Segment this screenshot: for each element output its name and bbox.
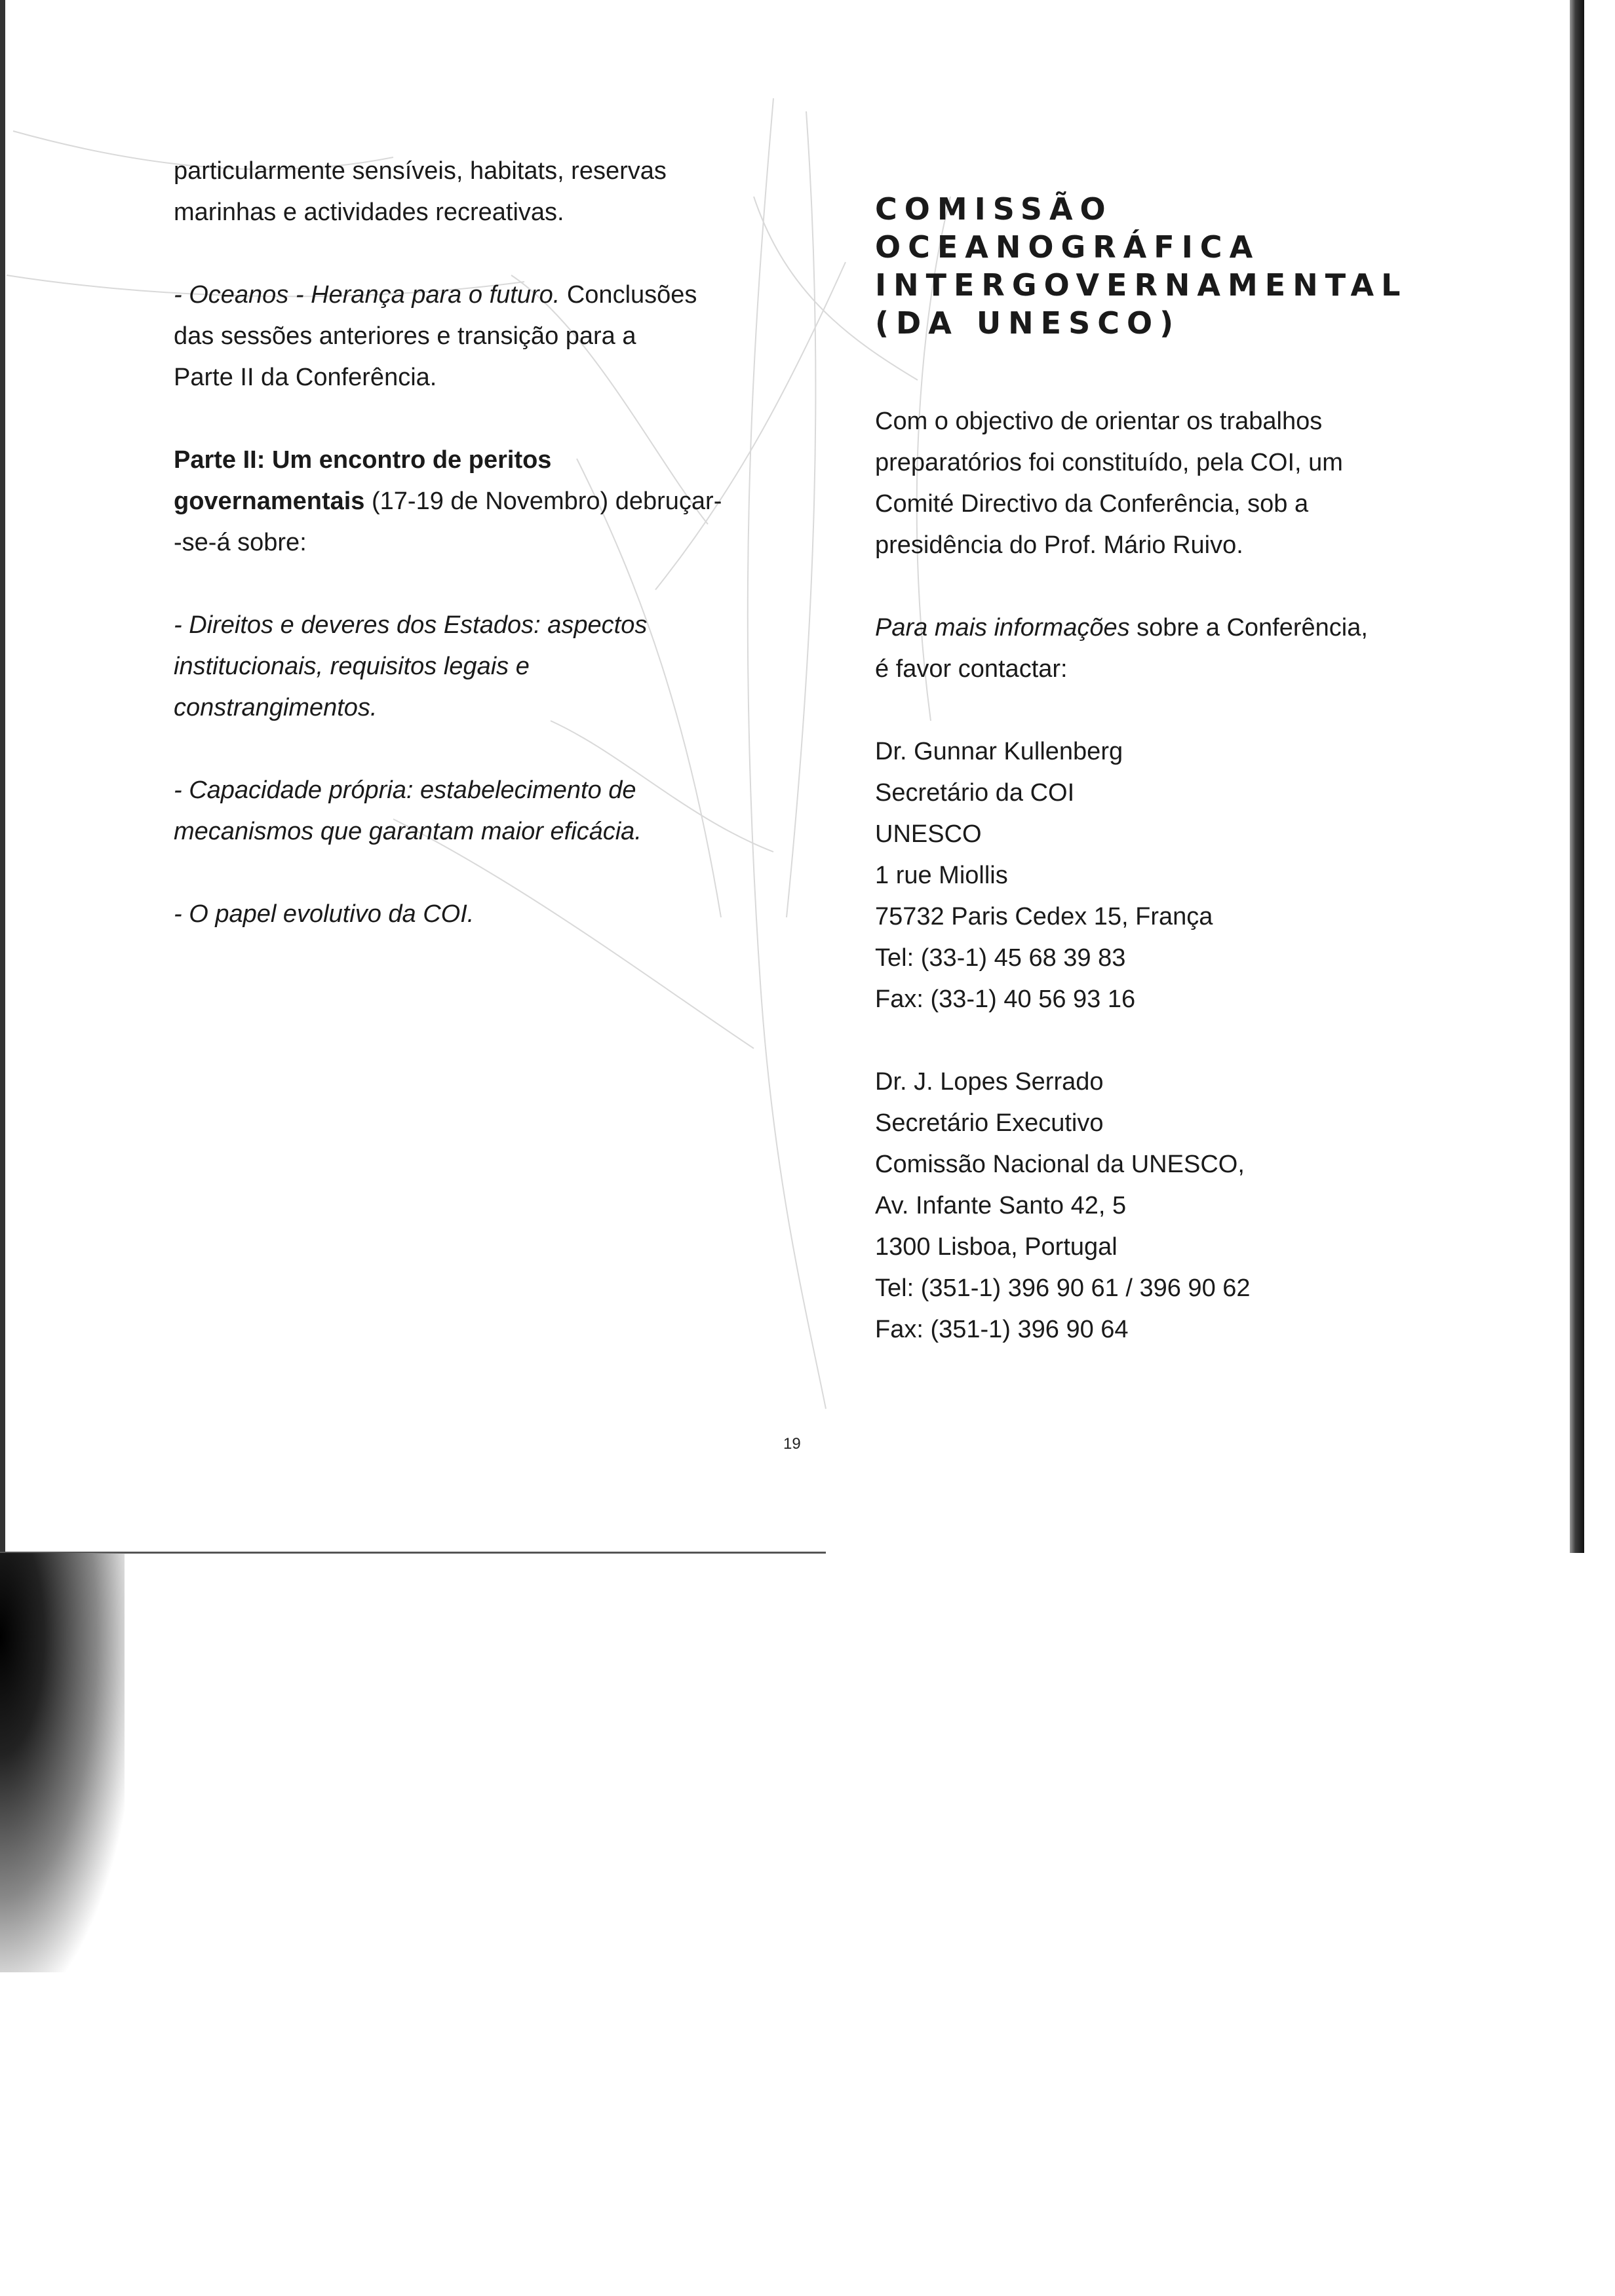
scan-edge-right bbox=[1570, 0, 1584, 1553]
text-line: Parte II da Conferência. bbox=[174, 364, 437, 391]
bold-phrase: governamentais bbox=[174, 488, 365, 515]
contact-org: Comissão Nacional da UNESCO, bbox=[875, 1151, 1245, 1178]
contact-city: 75732 Paris Cedex 15, França bbox=[875, 903, 1213, 930]
italic-phrase: Para mais informações bbox=[875, 614, 1130, 641]
italic-phrase: - Oceanos - Herança para o futuro. bbox=[174, 281, 560, 309]
scan-edge-left bbox=[0, 0, 5, 1553]
heading-line: COMISSÃO bbox=[875, 191, 1113, 227]
section-heading bbox=[875, 190, 1465, 342]
contact-street: 1 rue Miollis bbox=[875, 862, 1008, 889]
paragraph-part-two bbox=[174, 440, 737, 564]
contact-name: Dr. Gunnar Kullenberg bbox=[875, 738, 1123, 765]
text-line bbox=[875, 607, 1465, 649]
paragraph-sensitive-areas bbox=[174, 151, 737, 233]
paragraph-own-capacity bbox=[174, 770, 737, 852]
contact-city: 1300 Lisboa, Portugal bbox=[875, 1233, 1118, 1261]
text-line-bold: Parte II: Um encontro de peritos bbox=[174, 446, 552, 474]
text-line: - Direitos e deveres dos Estados: aspectos bbox=[174, 611, 648, 639]
paragraph-rights-duties bbox=[174, 605, 737, 729]
text-line: mecanismos que garantam maior eficácia. bbox=[174, 818, 642, 845]
text-line: Com o objectivo de orientar os trabalhos bbox=[875, 408, 1323, 435]
scan-shadow bbox=[0, 1553, 125, 1972]
text-line: é favor contactar: bbox=[875, 655, 1068, 683]
text-line bbox=[174, 275, 737, 316]
contact-street: Av. Infante Santo 42, 5 bbox=[875, 1192, 1127, 1219]
paragraph-oceans-heritage bbox=[174, 275, 737, 398]
text-fragment: (17-19 de Novembro) debruçar- bbox=[364, 488, 722, 515]
left-column bbox=[174, 151, 737, 976]
contact-kullenberg bbox=[875, 731, 1465, 1020]
contact-tel: Tel: (33-1) 45 68 39 83 bbox=[875, 944, 1126, 972]
text-line: preparatórios foi constituído, pela COI, um bbox=[875, 449, 1343, 476]
heading-line: INTERGOVERNAMENTAL bbox=[875, 267, 1408, 303]
text-fragment: Conclusões bbox=[560, 281, 697, 309]
text-line: constrangimentos. bbox=[174, 694, 378, 721]
heading-line: (DA UNESCO) bbox=[875, 305, 1181, 341]
contact-name: Dr. J. Lopes Serrado bbox=[875, 1068, 1104, 1096]
contact-fax: Fax: (351-1) 396 90 64 bbox=[875, 1316, 1129, 1343]
contact-role: Secretário Executivo bbox=[875, 1109, 1104, 1137]
text-fragment: sobre a Conferência, bbox=[1129, 614, 1368, 641]
text-line: particularmente sensíveis, habitats, reservas bbox=[174, 157, 667, 185]
text-line: - Capacidade própria: estabelecimento de bbox=[174, 776, 636, 804]
text-line bbox=[174, 481, 737, 522]
contact-role: Secretário da COI bbox=[875, 779, 1075, 807]
text-line: - O papel evolutivo da COI. bbox=[174, 900, 475, 928]
text-line: Comité Directivo da Conferência, sob a bbox=[875, 490, 1309, 518]
text-line: -se-á sobre: bbox=[174, 529, 307, 556]
contact-fax: Fax: (33-1) 40 56 93 16 bbox=[875, 985, 1136, 1013]
heading-line: OCEANOGRÁFICA bbox=[875, 229, 1260, 265]
paragraph-more-info bbox=[875, 607, 1465, 690]
paragraph-intro bbox=[875, 401, 1465, 566]
contact-tel: Tel: (351-1) 396 90 61 / 396 90 62 bbox=[875, 1274, 1251, 1302]
right-column bbox=[875, 190, 1465, 1392]
paragraph-coi-role bbox=[174, 894, 737, 935]
text-line: institucionais, requisitos legais e bbox=[174, 653, 530, 680]
page-number: 19 bbox=[783, 1435, 801, 1453]
contact-org: UNESCO bbox=[875, 820, 982, 848]
text-line: presidência do Prof. Mário Ruivo. bbox=[875, 531, 1243, 559]
text-line: das sessões anteriores e transição para a bbox=[174, 322, 636, 350]
text-line: marinhas e actividades recreativas. bbox=[174, 199, 564, 226]
contact-serrado bbox=[875, 1062, 1465, 1350]
